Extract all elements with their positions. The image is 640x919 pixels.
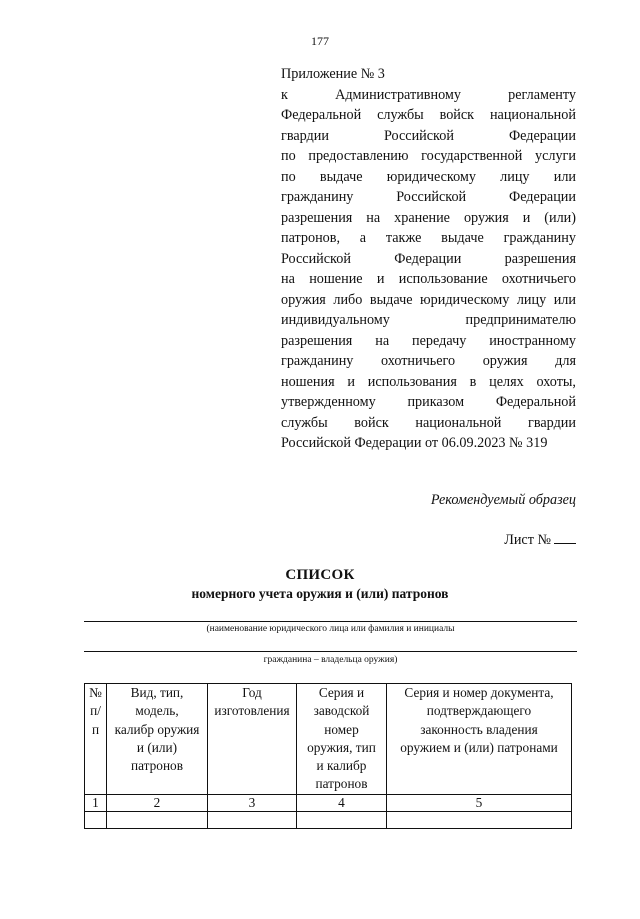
appendix-word: разрешения [281, 332, 353, 349]
appendix-word: Федеральной [495, 394, 576, 410]
column-number-cell: 5 [387, 794, 572, 811]
appendix-word: в [469, 373, 477, 390]
appendix-word: на [366, 209, 381, 226]
table-header-row [85, 684, 572, 795]
appendix-word: или [553, 291, 576, 308]
recommended-sample-label: Рекомендуемый образец [430, 492, 576, 508]
appendix-word: услуги [534, 148, 576, 164]
appendix-word: использования [367, 373, 457, 390]
appendix-word: оружия [281, 291, 326, 308]
appendix-word: и [522, 209, 531, 226]
appendix-word: службы [281, 414, 328, 431]
table-row-column-numbers [85, 794, 572, 811]
appendix-word: по [281, 148, 296, 164]
appendix-line [281, 228, 576, 249]
header-year: Год изготовления [208, 684, 297, 795]
appendix-word: хранение [394, 209, 450, 226]
appendix-word: Российской [281, 250, 351, 267]
appendix-word: ношения [281, 373, 335, 390]
owner-name-line-2 [84, 651, 577, 652]
appendix-word: или [553, 168, 576, 185]
owner-name-line-1 [84, 621, 577, 622]
appendix-word: передачу [412, 332, 467, 349]
appendix-word: гражданину [503, 230, 576, 246]
appendix-word: по [281, 168, 296, 185]
appendix-word: войск [354, 414, 389, 431]
appendix-word: гражданину [281, 353, 354, 369]
empty-cell[interactable] [297, 811, 387, 828]
appendix-line [281, 146, 576, 167]
appendix-word: охотничьего [501, 271, 576, 287]
sheet-number-field [504, 531, 576, 549]
appendix-word: к [281, 86, 288, 103]
appendix-line [281, 269, 576, 290]
column-number-cell: 1 [85, 794, 107, 811]
empty-cell[interactable] [107, 811, 208, 828]
appendix-word: разрешения [281, 209, 353, 226]
appendix-line [281, 290, 576, 311]
appendix-word: целях [489, 373, 524, 390]
appendix-word: гвардии [281, 127, 329, 144]
appendix-word: Федерации [508, 189, 576, 205]
column-number-cell: 2 [107, 794, 208, 811]
appendix-word: на [375, 332, 390, 349]
page-number: 177 [311, 34, 329, 48]
appendix-word: приказом [407, 394, 465, 410]
appendix-word: регламенту [508, 86, 576, 103]
appendix-line [281, 105, 576, 126]
appendix-line [281, 372, 576, 393]
header-weapon-type: Вид, тип, модель, калибр оружия и (или) патронов [107, 684, 208, 795]
appendix-line [281, 310, 576, 331]
appendix-word: и [376, 271, 385, 287]
appendix-word: утвержденному [281, 394, 376, 410]
appendix-word: выдаче [369, 291, 413, 308]
appendix-line [281, 187, 576, 208]
appendix-word: разрешения [504, 250, 576, 267]
register-table [84, 683, 572, 829]
appendix-word: и [347, 373, 355, 390]
appendix-word: предпринимателю [465, 312, 576, 328]
appendix-line [281, 85, 576, 106]
appendix-word: либо [333, 291, 363, 308]
empty-cell[interactable] [85, 811, 107, 828]
appendix-word: ношение [309, 271, 363, 287]
appendix-word: государственной [421, 148, 523, 164]
appendix-word: лицу [516, 291, 547, 308]
appendix-line [281, 413, 576, 434]
sheet-number-blank [554, 531, 576, 544]
appendix-word: также [385, 230, 422, 246]
appendix-word: оружия [482, 353, 528, 369]
appendix-word: юридическому [420, 291, 510, 308]
empty-cell[interactable] [208, 811, 297, 828]
column-number-cell: 4 [297, 794, 387, 811]
appendix-word: Российской [384, 127, 454, 144]
appendix-word: предоставлению [308, 148, 409, 164]
appendix-word: службы [377, 107, 424, 123]
appendix-word: Федерации [508, 127, 576, 144]
appendix-line [281, 392, 576, 413]
appendix-line [281, 351, 576, 372]
appendix-word: Российской [396, 189, 467, 205]
appendix-word: Федерации [394, 250, 462, 267]
appendix-word: гвардии [528, 414, 576, 431]
appendix-line: Российской Федерации от 06.09.2023 № 319 [281, 435, 548, 451]
empty-cell[interactable] [387, 811, 572, 828]
appendix-line: Приложение № 3 [281, 66, 385, 82]
appendix-line [281, 331, 576, 352]
appendix-block [281, 64, 576, 454]
appendix-word: (или) [544, 209, 576, 226]
appendix-line [281, 249, 576, 270]
appendix-word: национальной [489, 107, 576, 123]
sheet-number-label: Лист № [504, 532, 551, 548]
appendix-word: использование [398, 271, 488, 287]
column-number-cell: 3 [208, 794, 297, 811]
appendix-word: выдаче [319, 168, 363, 185]
document-title: СПИСОК [285, 567, 355, 583]
appendix-word: оружия [463, 209, 509, 226]
owner-caption-2: гражданина – владельца оружия) [263, 655, 398, 665]
appendix-word: выдаче [441, 230, 484, 246]
appendix-line [281, 126, 576, 147]
appendix-word: индивидуальному [281, 312, 390, 328]
appendix-word: гражданину [281, 189, 354, 205]
appendix-word: иностранному [489, 332, 576, 349]
appendix-line [281, 167, 576, 188]
owner-caption-1: (наименование юридического лица или фамилия и инициалы [206, 624, 455, 634]
header-serial: Серия и заводской номер оружия, тип и калибр патронов [297, 684, 387, 795]
appendix-word: патронов, [281, 230, 341, 246]
appendix-word: юридическому [386, 168, 476, 185]
appendix-word: охоты, [536, 373, 576, 390]
appendix-word: национальной [415, 414, 502, 431]
header-number: № п/п [85, 684, 107, 795]
appendix-word: для [555, 353, 576, 369]
table-row-empty [85, 811, 572, 828]
appendix-word: лицу [500, 168, 530, 185]
header-document: Серия и номер документа, подтверждающего законность владения оружием и (или) патронами [387, 684, 572, 795]
appendix-word: на [281, 271, 295, 287]
appendix-word: Административному [335, 86, 461, 103]
appendix-word: Федеральной [281, 107, 362, 123]
appendix-word: а [359, 230, 367, 246]
appendix-word: охотничьего [381, 353, 456, 369]
document-subtitle: номерного учета оружия и (или) патронов [191, 586, 449, 601]
appendix-line [281, 208, 576, 229]
appendix-word: войск [439, 107, 475, 123]
